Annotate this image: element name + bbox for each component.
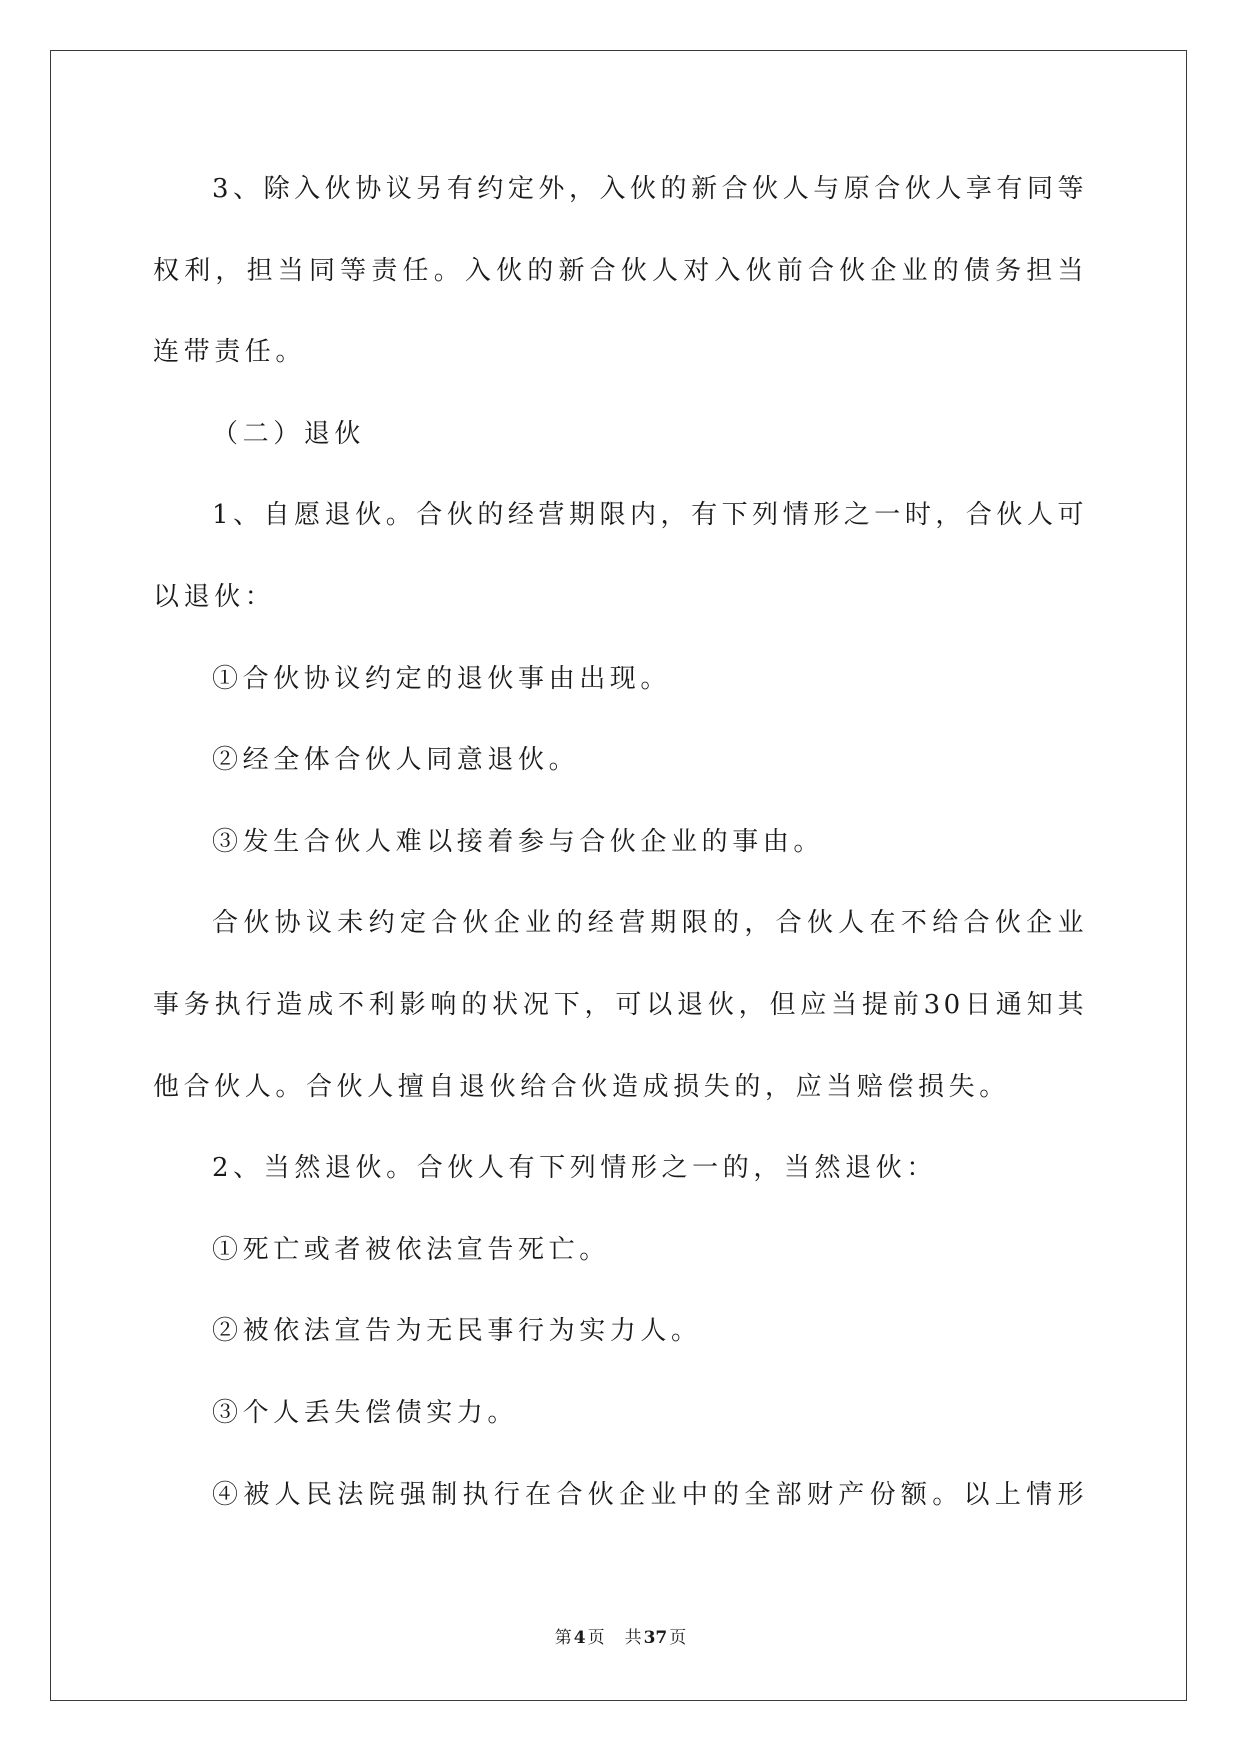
- page-prefix: 第: [554, 1628, 572, 1648]
- page-suffix: 页: [587, 1628, 605, 1648]
- total-suffix: 页: [669, 1628, 687, 1648]
- list-item: [153, 720, 1087, 802]
- paragraph: [153, 1128, 1087, 1210]
- paragraph-line: ②被依法宣告为无民事行为实力人。: [212, 1316, 702, 1347]
- paragraph-line: ②经全体合伙人同意退伙。: [212, 745, 580, 776]
- list-item: [153, 802, 1087, 884]
- paragraph-line: ①合伙协议约定的退伙事由出现。: [212, 663, 672, 694]
- paragraph-line: 2、当然退伙。合伙人有下列情形之一的，当然退伙：: [212, 1153, 937, 1184]
- list-item: [153, 1210, 1087, 1292]
- paragraph: [153, 883, 1087, 1128]
- paragraph: [153, 475, 1087, 638]
- section-heading: [153, 394, 1087, 476]
- paragraph-line: ③发生合伙人难以接着参与合伙企业的事由。: [212, 826, 825, 857]
- page-footer: [0, 1626, 1241, 1650]
- paragraph-line: ③个人丢失偿债实力。: [212, 1397, 519, 1428]
- list-item: [153, 639, 1087, 721]
- list-item: [153, 1373, 1087, 1455]
- paragraph-line: ④被人民法院强制执行在合伙企业中的全部财产份额。以上情形: [212, 1479, 1087, 1510]
- paragraph-line: 连带责任。: [153, 337, 307, 368]
- total-prefix: 共: [624, 1628, 642, 1648]
- paragraph-line: 合伙协议未约定合伙企业的经营期限的，合伙人在不给合伙企业: [212, 908, 1087, 939]
- paragraph: [153, 149, 1087, 394]
- paragraph-line: 3、除入伙协议另有约定外，入伙的新合伙人与原合伙人享有同等: [212, 174, 1087, 204]
- paragraph-line: （二）退伙: [212, 418, 366, 449]
- total-page-count: 37: [643, 1628, 668, 1648]
- document-body: [153, 149, 1087, 1536]
- current-page-number: 4: [573, 1628, 586, 1648]
- paragraph-line: 1、自愿退伙。合伙的经营期限内，有下列情形之一时，合伙人可: [212, 500, 1087, 531]
- paragraph-line: ①死亡或者被依法宣告死亡。: [212, 1234, 610, 1265]
- paragraph-line: 以退伙：: [153, 581, 276, 612]
- list-item: [153, 1291, 1087, 1373]
- list-item: [153, 1455, 1087, 1537]
- paragraph-line: 权利，担当同等责任。入伙的新合伙人对入伙前合伙企业的债务担当: [153, 255, 1087, 286]
- paragraph-line: 事务执行造成不利影响的状况下，可以退伙，但应当提前30日通知其: [153, 989, 1087, 1020]
- paragraph-line: 他合伙人。合伙人擅自退伙给合伙造成损失的，应当赔偿损失。: [153, 1071, 1010, 1102]
